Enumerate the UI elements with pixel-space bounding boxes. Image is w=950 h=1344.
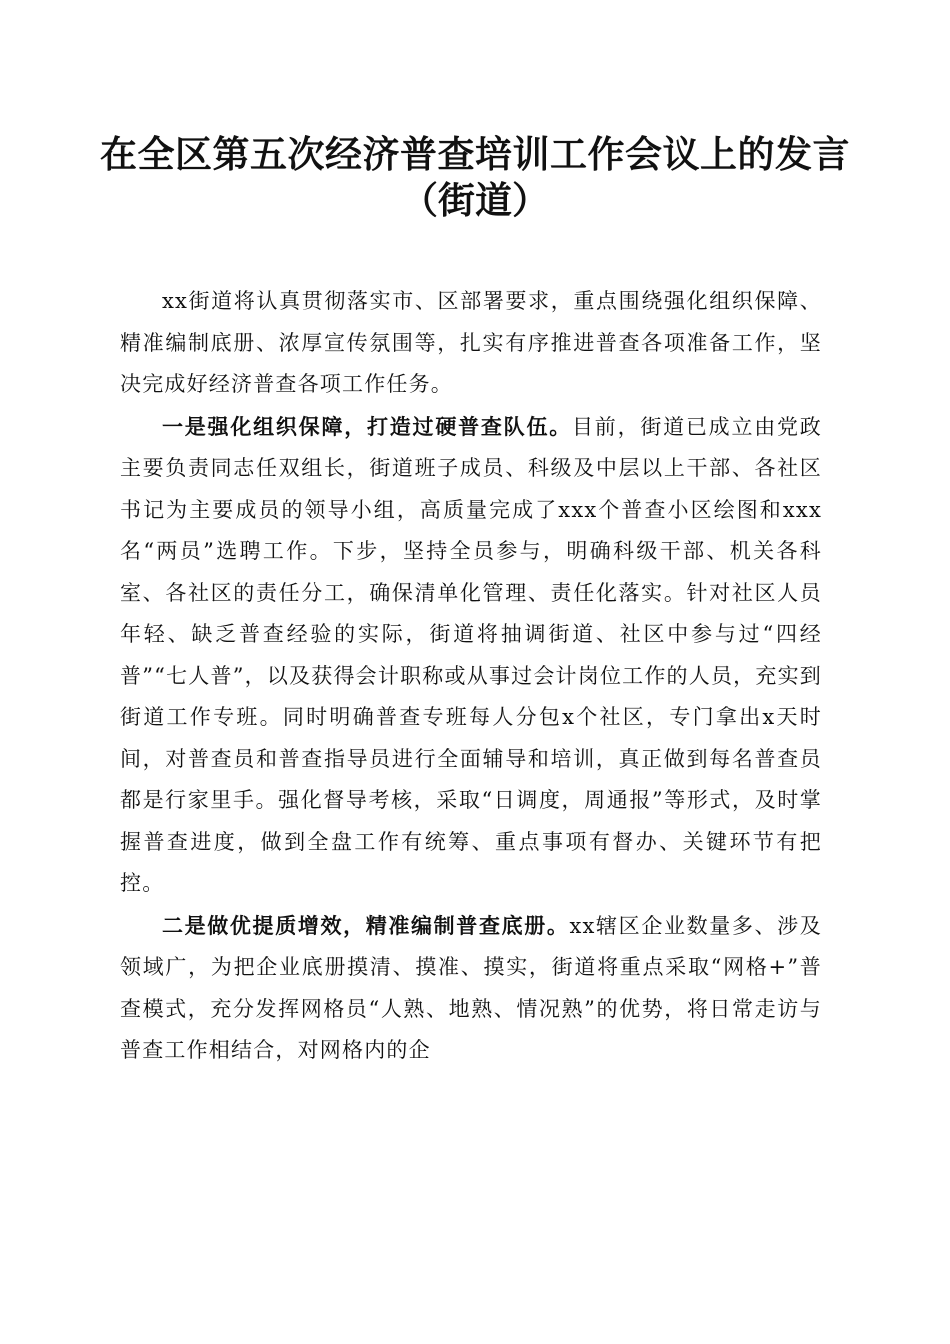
paragraph-2-text: 目前，街道已成立由党政主要负责同志任双组长，街道班子成员、科级及中层以上干部、各社区书记为主要成员的领导小组，高质量完成了xxx个普查小区绘图和xxx名“两员”选聘工作。下步，坚持全员参与，明确科级干部、机关各科室、各社区的责任分工，确保清单化管理、责任化落实。针对社区人员年轻、缺乏普查经验的实际，街道将抽调街道、社区中参与过“四经普”“七人普”，以及获得会计职称或从事过会计岗位工作的人员，充实到街道工作专班。同时明确普查专班每人分包x个社区，专门拿出x天时间，对普查员和普查指导员进行全面辅导和培训，真正做到每名普查员都是行家里手。强化督导考核，采取“日调度，周通报”等形式，及时掌握普查进度，做到全盘工作有统筹、重点事项有督办、关键环节有把控。	[120, 414, 822, 895]
paragraph-1-text: xx街道将认真贯彻落实市、区部署要求，重点围绕强化组织保障、精准编制底册、浓厚宣传氛围等，扎实有序推进普查各项准备工作，坚决完成好经济普查各项工作任务。	[120, 289, 822, 396]
document-subtitle: （街道）	[401, 178, 549, 222]
paragraph-2-lead: 一是强化组织保障，打造过硬普查队伍。	[162, 413, 573, 439]
paragraph-3	[120, 905, 822, 1072]
document-body	[120, 281, 822, 1072]
paragraph-3-text: xx辖区企业数量多、涉及领域广，为把企业底册摸清、摸准、摸实，街道将重点采取“网格+”普查模式，充分发挥网格员“人熟、地熟、情况熟”的优势，将日常走访与普查工作相结合，对网格内的企	[120, 913, 822, 1062]
paragraph-2	[120, 406, 822, 905]
document-title: 在全区第五次经济普查培训工作会议上的发言	[100, 132, 850, 176]
paragraph-1	[120, 281, 822, 406]
paragraph-3-lead: 二是做优提质增效，精准编制普查底册。	[162, 912, 570, 938]
